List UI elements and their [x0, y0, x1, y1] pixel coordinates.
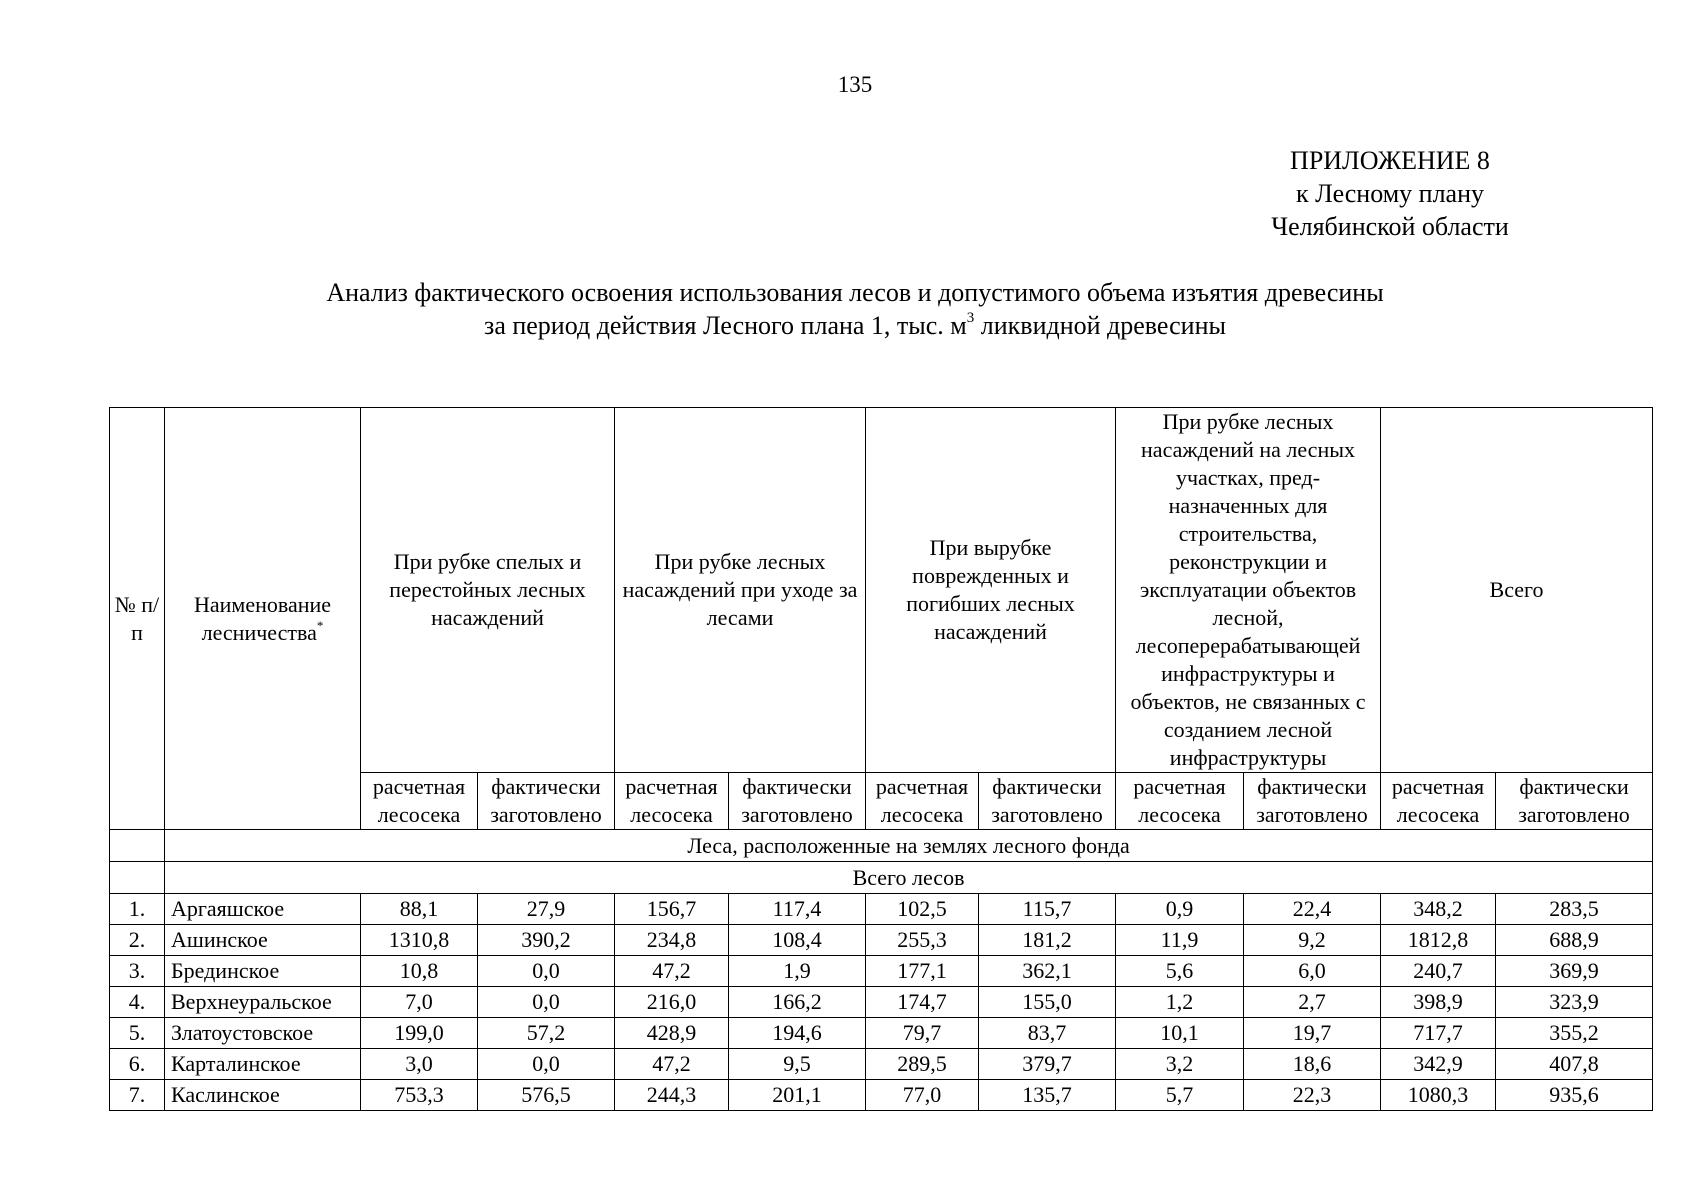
- header-group-thinning: При рубке лесных насаждений при уходе за лесами: [615, 408, 866, 773]
- value-cell: 22,3: [1244, 1080, 1381, 1111]
- section-title-all-forests: Всего лесов: [165, 862, 1653, 894]
- table-body: [110, 894, 1653, 1111]
- value-cell: 234,8: [615, 925, 729, 956]
- value-cell: 102,5: [866, 894, 979, 925]
- title-line-1: Анализ фактического освоения использования лесов и допустимого объема изъятия древесины: [326, 278, 1384, 307]
- value-cell: 108,4: [729, 925, 866, 956]
- value-cell: 3,2: [1116, 1049, 1244, 1080]
- section-title-forest-lands: Леса, расположенные на землях лесного фонда: [165, 830, 1653, 862]
- row-number: 4.: [110, 987, 165, 1018]
- value-cell: 47,2: [615, 956, 729, 987]
- table-row: [110, 987, 1653, 1018]
- value-cell: 323,9: [1496, 987, 1653, 1018]
- value-cell: 9,2: [1244, 925, 1381, 956]
- forestry-name: Каслинское: [165, 1080, 361, 1111]
- value-cell: 10,1: [1116, 1018, 1244, 1049]
- table-row: [110, 1080, 1653, 1111]
- value-cell: 199,0: [361, 1018, 478, 1049]
- value-cell: 283,5: [1496, 894, 1653, 925]
- value-cell: 289,5: [866, 1049, 979, 1080]
- value-cell: 79,7: [866, 1018, 979, 1049]
- row-number: 7.: [110, 1080, 165, 1111]
- value-cell: 1080,3: [1381, 1080, 1496, 1111]
- value-cell: 6,0: [1244, 956, 1381, 987]
- header-num-text: № п/п: [114, 591, 160, 645]
- row-number: 5.: [110, 1018, 165, 1049]
- value-cell: 1310,8: [361, 925, 478, 956]
- value-cell: 0,9: [1116, 894, 1244, 925]
- value-cell: 369,9: [1496, 956, 1653, 987]
- table-row: [110, 956, 1653, 987]
- table-row: [110, 894, 1653, 925]
- value-cell: 9,5: [729, 1049, 866, 1080]
- value-cell: 27,9: [478, 894, 615, 925]
- value-cell: 216,0: [615, 987, 729, 1018]
- value-cell: 5,7: [1116, 1080, 1244, 1111]
- forestry-name: Брединское: [165, 956, 361, 987]
- row-number: 2.: [110, 925, 165, 956]
- value-cell: 7,0: [361, 987, 478, 1018]
- value-cell: 166,2: [729, 987, 866, 1018]
- subheader-fact: фактически заготовлено: [979, 773, 1116, 830]
- value-cell: 244,3: [615, 1080, 729, 1111]
- title-line-2: [150, 309, 1560, 342]
- appendix-line-3: Челябинской области: [1271, 212, 1509, 241]
- value-cell: 390,2: [478, 925, 615, 956]
- value-cell: 1,2: [1116, 987, 1244, 1018]
- header-group-mature: При рубке спелых и перестойных лесных насаждений: [361, 408, 615, 773]
- value-cell: 688,9: [1496, 925, 1653, 956]
- value-cell: 47,2: [615, 1049, 729, 1080]
- value-cell: 753,3: [361, 1080, 478, 1111]
- header-group-damaged: При вырубке поврежденных и погибших лесных насаждений: [866, 408, 1116, 773]
- value-cell: 428,9: [615, 1018, 729, 1049]
- value-cell: 348,2: [1381, 894, 1496, 925]
- value-cell: 201,1: [729, 1080, 866, 1111]
- table-row: [110, 1049, 1653, 1080]
- value-cell: 77,0: [866, 1080, 979, 1111]
- forestry-name: Верхнеуральское: [165, 987, 361, 1018]
- value-cell: 18,6: [1244, 1049, 1381, 1080]
- value-cell: 135,7: [979, 1080, 1116, 1111]
- value-cell: 155,0: [979, 987, 1116, 1018]
- value-cell: 174,7: [866, 987, 979, 1018]
- row-number: 6.: [110, 1049, 165, 1080]
- subheader-fact: фактически заготовлено: [1496, 773, 1653, 830]
- value-cell: 115,7: [979, 894, 1116, 925]
- value-cell: 88,1: [361, 894, 478, 925]
- title-line-2-rest: ликвидной древесины: [974, 311, 1226, 340]
- value-cell: 22,4: [1244, 894, 1381, 925]
- table-row: [110, 925, 1653, 956]
- appendix-header: [1220, 144, 1560, 243]
- value-cell: 181,2: [979, 925, 1116, 956]
- value-cell: 240,7: [1381, 956, 1496, 987]
- row-number: 1.: [110, 894, 165, 925]
- section-empty-cell: [110, 862, 165, 894]
- value-cell: 407,8: [1496, 1049, 1653, 1080]
- value-cell: 0,0: [478, 987, 615, 1018]
- header-group-total: Всего: [1381, 408, 1653, 773]
- subheader-calc: расчетная лесосека: [1116, 773, 1244, 830]
- value-cell: 0,0: [478, 956, 615, 987]
- subheader-fact: фактически заготовлено: [1244, 773, 1381, 830]
- forestry-name: Аргаяшское: [165, 894, 361, 925]
- value-cell: 935,6: [1496, 1080, 1653, 1111]
- value-cell: 342,9: [1381, 1049, 1496, 1080]
- value-cell: 255,3: [866, 925, 979, 956]
- value-cell: 0,0: [478, 1049, 615, 1080]
- section-empty-cell: [110, 830, 165, 862]
- subheader-calc: расчетная лесосека: [866, 773, 979, 830]
- value-cell: 379,7: [979, 1049, 1116, 1080]
- value-cell: 117,4: [729, 894, 866, 925]
- subheader-fact: фактически заготовлено: [478, 773, 615, 830]
- forest-use-table: [109, 407, 1653, 1111]
- page-number: 135: [837, 72, 873, 97]
- row-number: 3.: [110, 956, 165, 987]
- table-row: [110, 1018, 1653, 1049]
- value-cell: 156,7: [615, 894, 729, 925]
- document-title: [150, 276, 1560, 342]
- value-cell: 194,6: [729, 1018, 866, 1049]
- header-num: [110, 408, 165, 830]
- value-cell: 3,0: [361, 1049, 478, 1080]
- value-cell: 57,2: [478, 1018, 615, 1049]
- appendix-line-1: ПРИЛОЖЕНИЕ 8: [1290, 146, 1490, 175]
- value-cell: 362,1: [979, 956, 1116, 987]
- subheader-fact: фактически заготовлено: [729, 773, 866, 830]
- value-cell: 19,7: [1244, 1018, 1381, 1049]
- value-cell: 83,7: [979, 1018, 1116, 1049]
- subheader-calc: расчетная лесосека: [361, 773, 478, 830]
- header-name: [165, 408, 361, 830]
- subheader-calc: расчетная лесосека: [615, 773, 729, 830]
- value-cell: 1812,8: [1381, 925, 1496, 956]
- forestry-name: Карталинское: [165, 1049, 361, 1080]
- value-cell: 11,9: [1116, 925, 1244, 956]
- value-cell: 1,9: [729, 956, 866, 987]
- value-cell: 355,2: [1496, 1018, 1653, 1049]
- value-cell: 398,9: [1381, 987, 1496, 1018]
- header-name-text: Наименование лесничества: [193, 591, 332, 645]
- value-cell: 10,8: [361, 956, 478, 987]
- value-cell: 177,1: [866, 956, 979, 987]
- header-group-construction: При рубке лесных насаждений на лесных участках, пред-назначенных для строительства, реконструкции и эксплуатации объектов лесной, лесоперерабатывающей инфраструктуры и объектов, не связанных с созданием лесной инфраструктуры: [1116, 408, 1381, 773]
- value-cell: 5,6: [1116, 956, 1244, 987]
- value-cell: 576,5: [478, 1080, 615, 1111]
- value-cell: 2,7: [1244, 987, 1381, 1018]
- title-line-2-text: за период действия Лесного плана 1, тыс. м: [484, 311, 967, 340]
- appendix-line-2: к Лесному плану: [1295, 179, 1485, 208]
- value-cell: 717,7: [1381, 1018, 1496, 1049]
- forestry-name: Златоустовское: [165, 1018, 361, 1049]
- title-unit-superscript: 3: [966, 310, 975, 326]
- subheader-calc: расчетная лесосека: [1381, 773, 1496, 830]
- header-name-asterisk: *: [316, 617, 324, 633]
- forestry-name: Ашинское: [165, 925, 361, 956]
